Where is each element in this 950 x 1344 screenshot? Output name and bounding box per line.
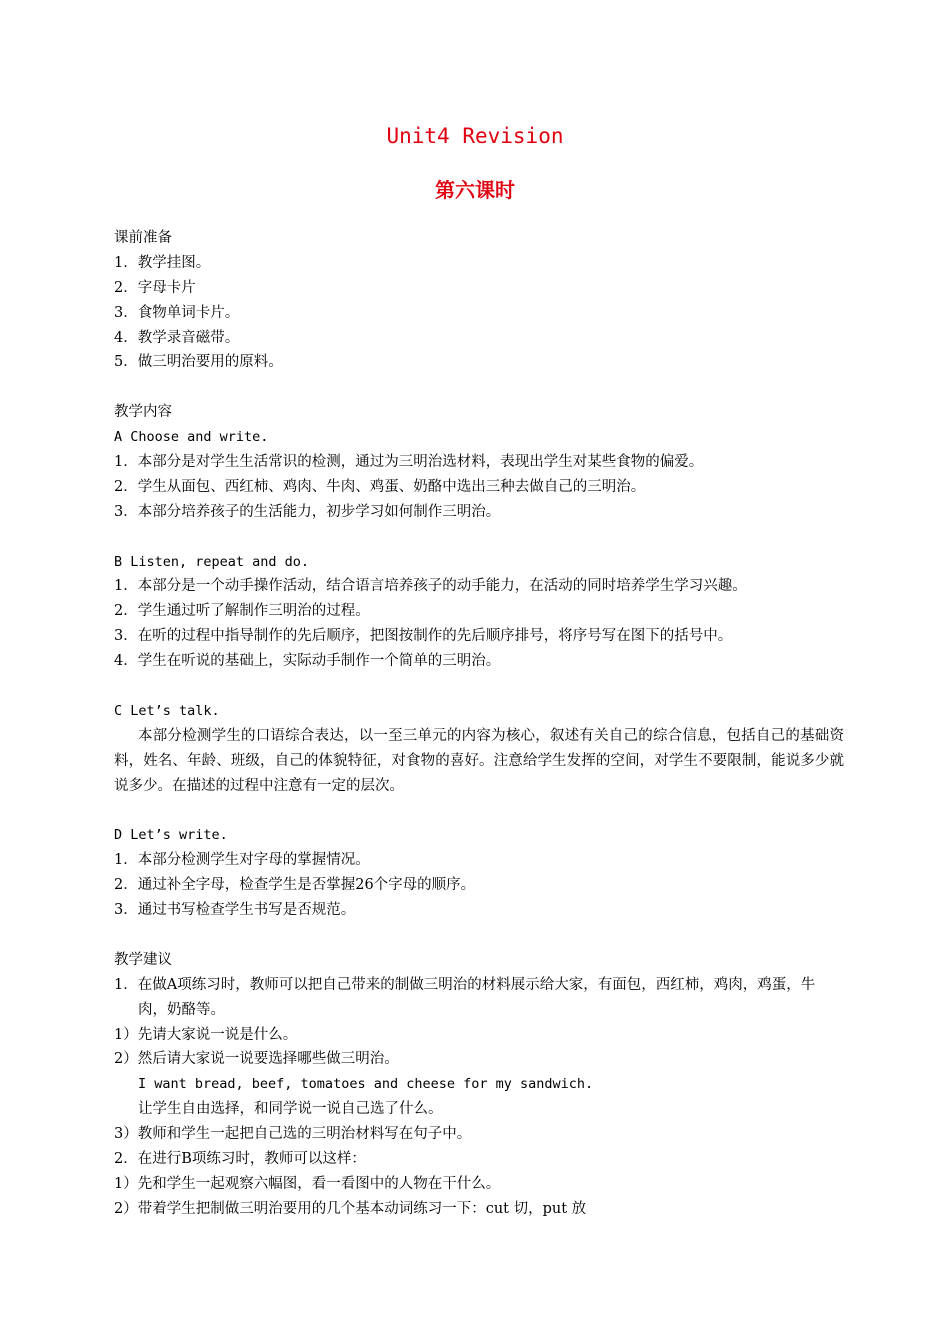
suggestion-subitem: 2）带着学生把制做三明治要用的几个基本动词练习一下：cut 切，put 放	[114, 1200, 587, 1217]
part-b-item: 4．学生在听说的基础上，实际动手制作一个简单的三明治。	[114, 653, 501, 670]
part-c-title: C Let’s talk.	[114, 702, 220, 719]
part-a-item: 3．本部分培养孩子的生活能力，初步学习如何制作三明治。	[114, 503, 501, 520]
prep-item: 5．做三明治要用的原料。	[114, 354, 283, 371]
suggestion-item: 1．在做A项练习时，教师可以把自己带来的制做三明治的材料展示给大家，有面包，西红柿，鸡肉，鸡蛋，牛肉，奶酪等。	[114, 976, 816, 1018]
example-sentence: I want bread, beef, tomatoes and cheese for my sandwich.	[138, 1076, 594, 1093]
suggestion-note: 让学生自由选择，和同学说一说自己选了什么。	[138, 1101, 443, 1118]
section-heading-suggestions: 教学建议	[114, 951, 172, 968]
section-heading-prep: 课前准备	[114, 230, 172, 246]
part-b-item: 3．在听的过程中指导制作的先后顺序，把图按制作的先后顺序排号，将序号写在图下的括号中。	[114, 628, 733, 645]
part-a-title: A Choose and write.	[114, 429, 269, 446]
part-a-item: 1．本部分是对学生生活常识的检测，通过为三明治选材料，表现出学生对某些食物的偏爱。	[114, 454, 704, 471]
part-a-item: 2．学生从面包、西红柿、鸡肉、牛肉、鸡蛋、奶酪中选出三种去做自己的三明治。	[114, 478, 646, 495]
suggestion-item: 2．在进行B项练习时，教师可以这样：	[114, 1151, 366, 1168]
prep-item: 4．教学录音磁带。	[114, 329, 240, 346]
suggestion-subitem: 1）先请大家说一说是什么。	[114, 1026, 298, 1043]
part-b-item: 1．本部分是一个动手操作活动，结合语言培养孩子的动手能力，在活动的同时培养学生学习兴趣。	[114, 578, 747, 595]
document-body	[114, 226, 844, 1222]
prep-item: 2．字母卡片	[114, 279, 196, 296]
part-c-paragraph: 本部分检测学生的口语综合表达，以一至三单元的内容为核心，叙述有关自己的综合信息，包括自己的基础资料，姓名、年龄、班级，自己的体貌特征，对食物的喜好。注意给学生发挥的空间，对学生不要限制，能说多少就说多少。在描述的过程中注意有一定的层次。	[114, 727, 844, 794]
part-d-item: 1．本部分检测学生对字母的掌握情况。	[114, 852, 370, 869]
page-title: Unit4 Revision	[386, 124, 564, 148]
part-d-item: 2．通过补全字母，检查学生是否掌握26个字母的顺序。	[114, 877, 476, 894]
part-b-item: 2．学生通过听了解制作三明治的过程。	[114, 603, 370, 620]
prep-item: 1．教学挂图。	[114, 254, 211, 271]
part-d-item: 3．通过书写检查学生书写是否规范。	[114, 902, 356, 919]
suggestion-subitem: 2）然后请大家说一说要选择哪些做三明治。	[114, 1051, 399, 1068]
part-d-title: D Let’s write.	[114, 827, 228, 844]
suggestion-subitem: 3）教师和学生一起把自己选的三明治材料写在句子中。	[114, 1126, 472, 1143]
suggestion-subitem: 1）先和学生一起观察六幅图，看一看图中的人物在干什么。	[114, 1175, 501, 1192]
prep-item: 3．食物单词卡片。	[114, 304, 240, 321]
page-subtitle: 第六课时	[435, 178, 515, 202]
section-heading-content: 教学内容	[114, 404, 172, 421]
part-b-title: B Listen, repeat and do.	[114, 553, 310, 570]
